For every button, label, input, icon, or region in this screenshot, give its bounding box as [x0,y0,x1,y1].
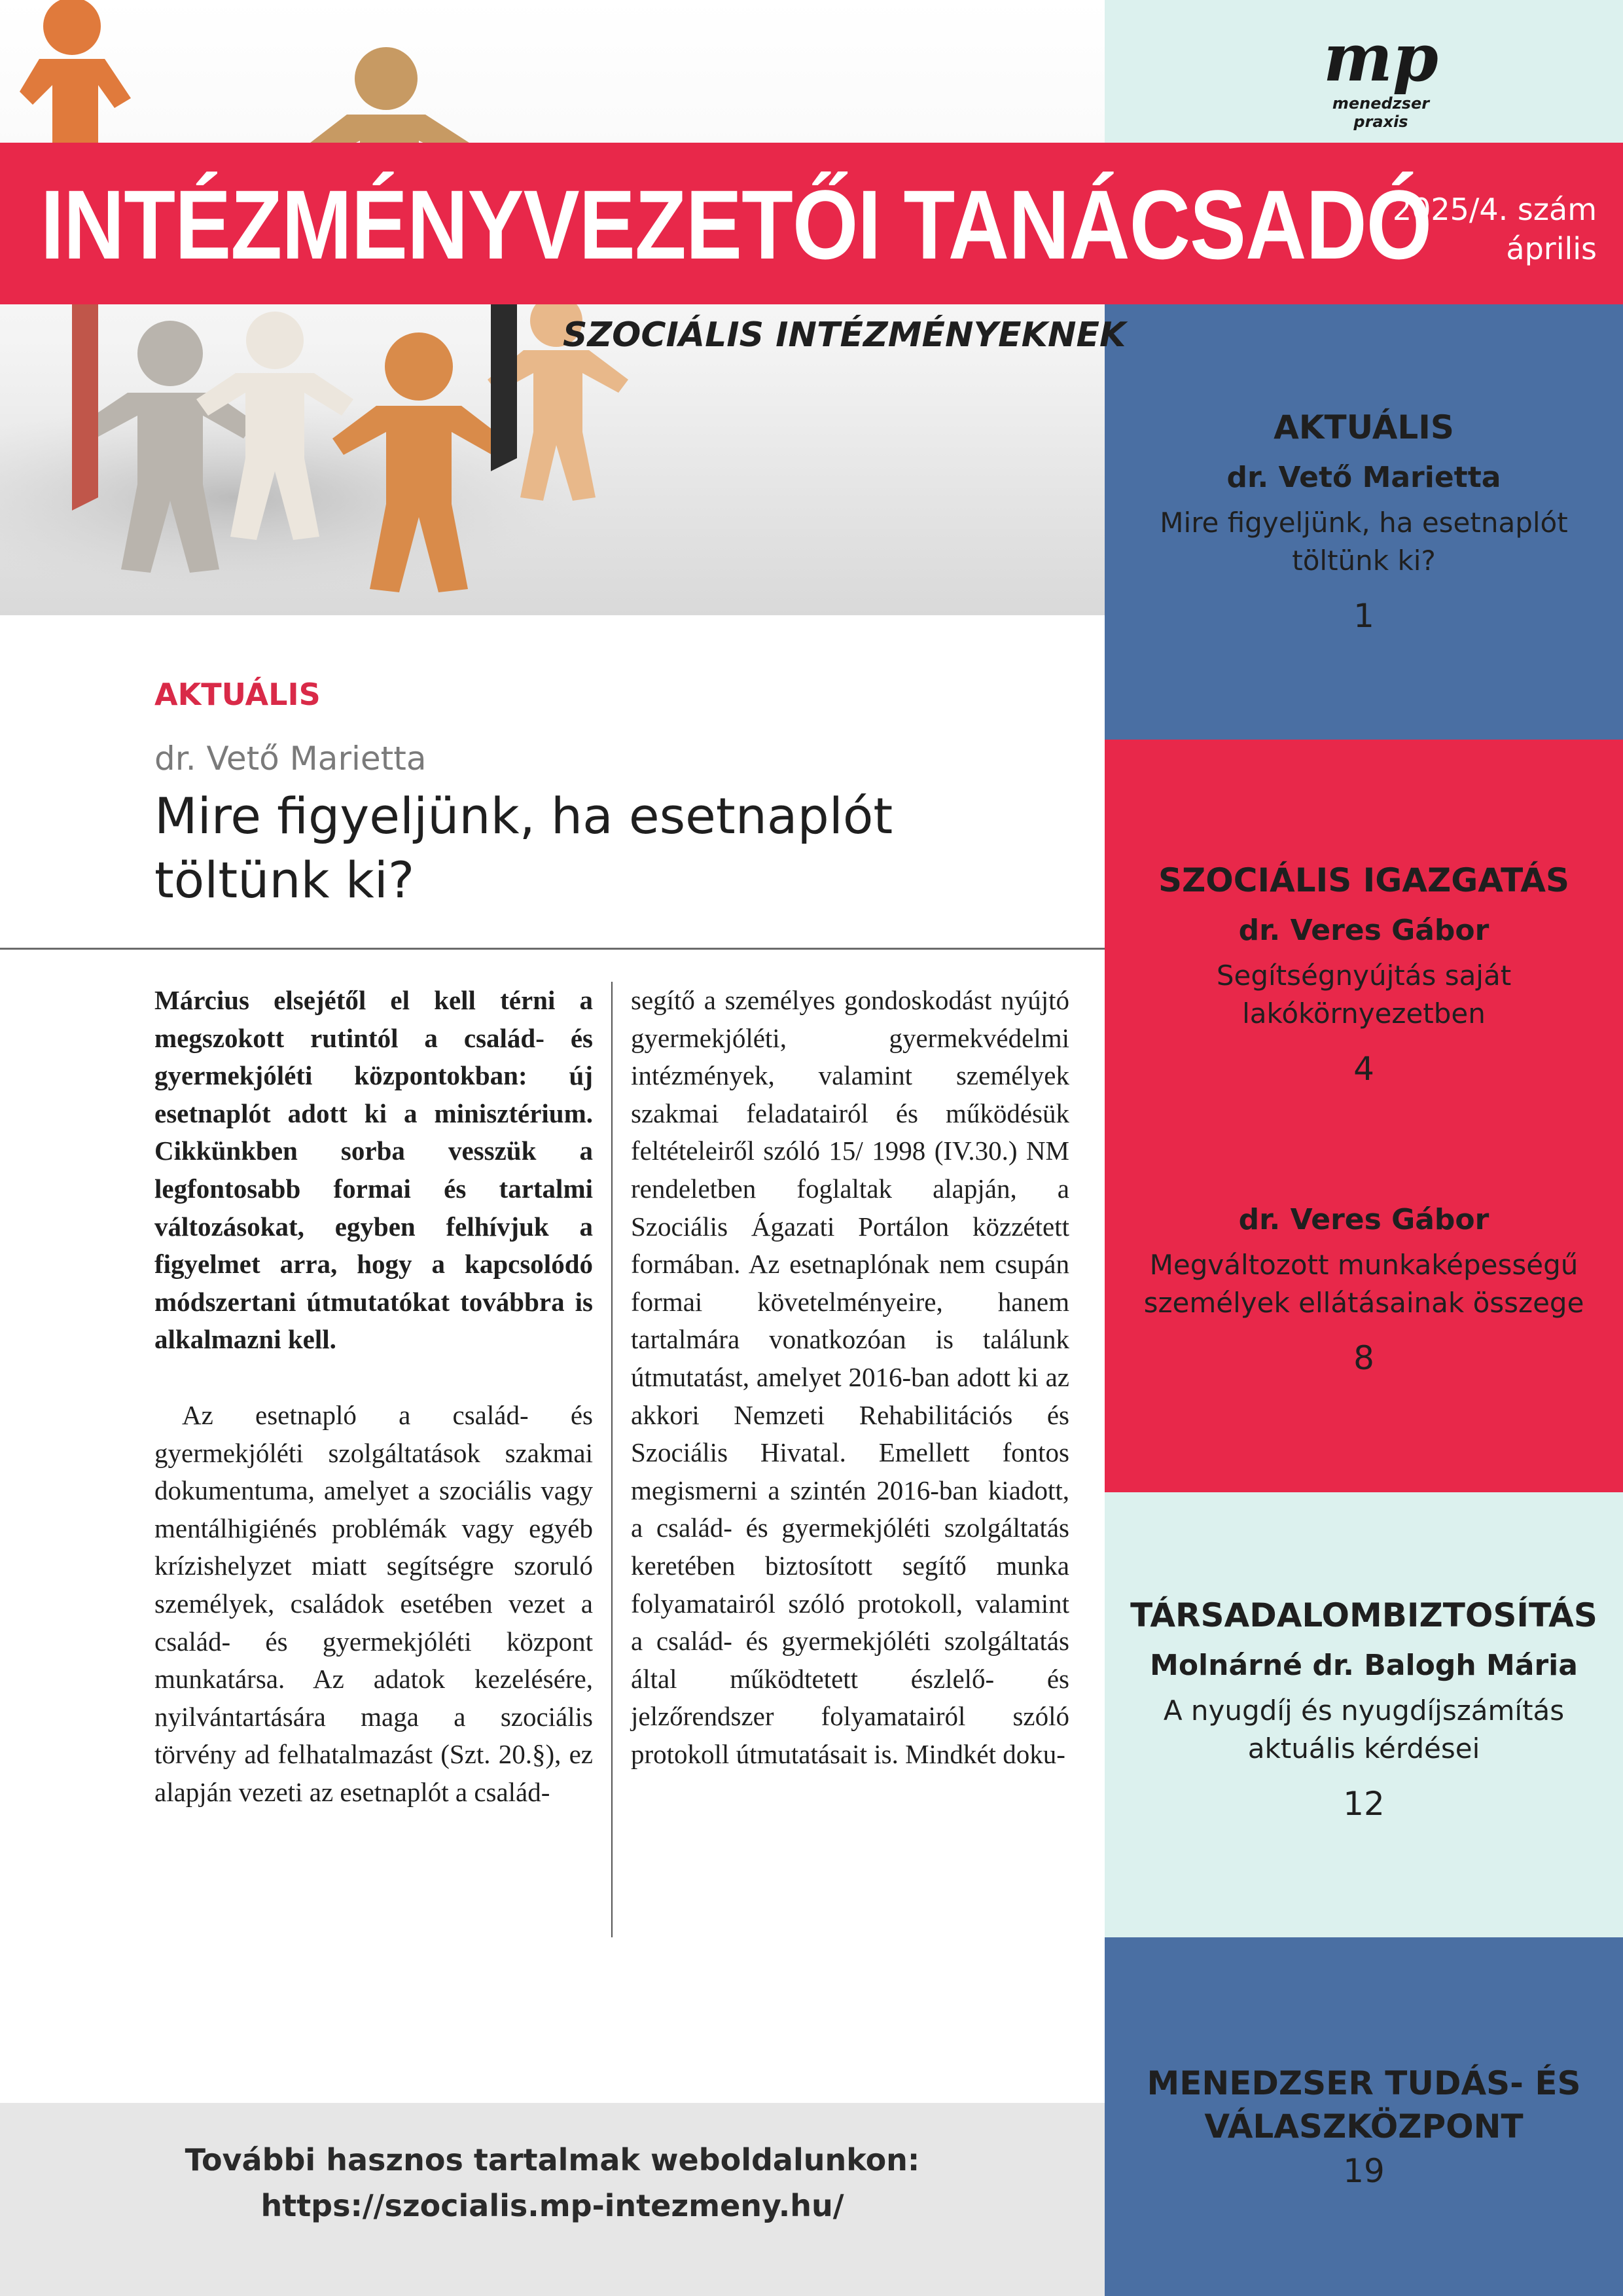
toc-page: 1 [1353,597,1374,635]
article-column-2 [631,982,1069,1773]
toc-szocialis-2[interactable] [1105,1191,1623,1381]
footer-text: További hasznos tartalmak weboldalunkon: [185,2142,920,2178]
article-author: dr. Vető Marietta [154,740,427,778]
toc-page: 8 [1353,1339,1374,1377]
toc-szocialis[interactable] [1105,859,1623,1092]
toc-aktualis[interactable] [1105,406,1623,639]
toc-title: Segítségnyújtás saját lakókörnyezetben [1216,960,1512,1030]
toc-heading: MENEDZSER TUDÁS- ÉS VÁLASZKÖZPONT [1147,2064,1581,2145]
masthead-title: INTÉZMÉNYVEZETŐI TANÁCSADÓ [41,170,1432,279]
toc-page: 12 [1343,1785,1385,1823]
toc-heading: AKTUÁLIS [1274,408,1454,446]
issue-info [1348,190,1597,268]
toc-title: Mire figyeljünk, ha esetnaplót töltünk ki? [1160,507,1568,577]
toc-page: 19 [1343,2152,1385,2190]
paper-people-illustration [0,0,1105,615]
toc-author: dr. Veres Gábor [1238,914,1489,947]
issue-number: 2025/4. szám [1392,192,1597,227]
article-lead: Március elsejétől el kell térni a megszokott rutintól a család- és gyermekjóléti központokban: új esetnaplót adott ki a minisztérium. Cikkünkben sorba vesszük a legfontosabb formai és tartalmi változásokat, egyben felhívjuk a figyelmet arra, hogy a kapcsolódó módszertani útmutatókat továbbra is alkalmazni kell. [154,985,593,1355]
footer [0,2103,1105,2296]
masthead-subtitle: SZOCIÁLIS INTÉZMÉNYEKNEK [563,315,1126,355]
publisher-logo[interactable] [1309,18,1453,136]
article-category: AKTUÁLIS [154,677,321,712]
logo-mark: mp [1323,19,1438,96]
hero-image [0,0,1105,615]
toc-title: A nyugdíj és nyugdíjszámítás aktuális kérdései [1163,1695,1565,1765]
toc-page: 4 [1353,1050,1374,1088]
logo-text: menedzser praxis [1332,94,1430,131]
toc-author: dr. Vető Marietta [1226,461,1501,494]
footer-link[interactable]: https://szocialis.mp-intezmeny.hu/ [260,2188,844,2223]
article-paragraph: segítő a személyes gondoskodást nyújtó gyermekjóléti, gyermekvédelmi intézmények, valamint személyek szakmai feladatairól és működésük feltételeiről szóló 15/ 1998 (IV.30.) NM rendeletben foglaltak alapján, a Szociális Ágazati Portálon közzétett formában. Az esetnaplónak nem csupán formai követelményeire, hanem tartalmára vonatkozóan is találunk útmutatást, amelyet 2016-ban adott ki az akkori Nemzeti Rehabilitációs és Szociális Hivatal. Emellett fontos megismerni a szintén 2016-ban kiadott, a család- és gyermekjóléti szolgáltatás keretében biztosított segítő munka folyamatairól szóló protokoll, valamint a család- és gyermekjóléti szolgáltatás által működtetett észlelő- és jelzőrendszer folyamatairól szóló protokoll útmutatásait is. Mindkét doku- [631,985,1069,1769]
toc-author: dr. Veres Gábor [1238,1203,1489,1236]
article-divider [0,948,1105,950]
toc-title: Megváltozott munkaképességű személyek ellátásainak összege [1143,1249,1584,1319]
article-column-1 [154,982,593,1811]
toc-author: Molnárné dr. Balogh Mária [1150,1649,1578,1682]
article-title: Mire figyeljünk, ha esetnaplót töltünk ki? [154,787,893,909]
toc-heading: SZOCIÁLIS IGAZGATÁS [1158,861,1570,899]
toc-heading: TÁRSADALOMBIZTOSÍTÁS [1130,1596,1597,1634]
toc-tarsadalom[interactable] [1105,1594,1623,1827]
article-paragraph: Az esetnapló a család- és gyermekjóléti szolgáltatások szakmai dokumentuma, amelyet a szociális vagy mentálhigiénés problémák vagy egyéb krízishelyzet miatt segítségre szoruló személyek, családok esetében vezet a család- és gyermekjóléti központ munkatársa. Az adatok kezelésére, nyilvántartására maga a szociális törvény ad felhatalmazást (Szt. 20.§), ez alapján vezeti az esetnaplót a család- [154,1399,593,1807]
issue-month: április [1506,231,1597,266]
column-divider [611,982,613,1937]
toc-menedzser[interactable] [1105,2062,1623,2194]
